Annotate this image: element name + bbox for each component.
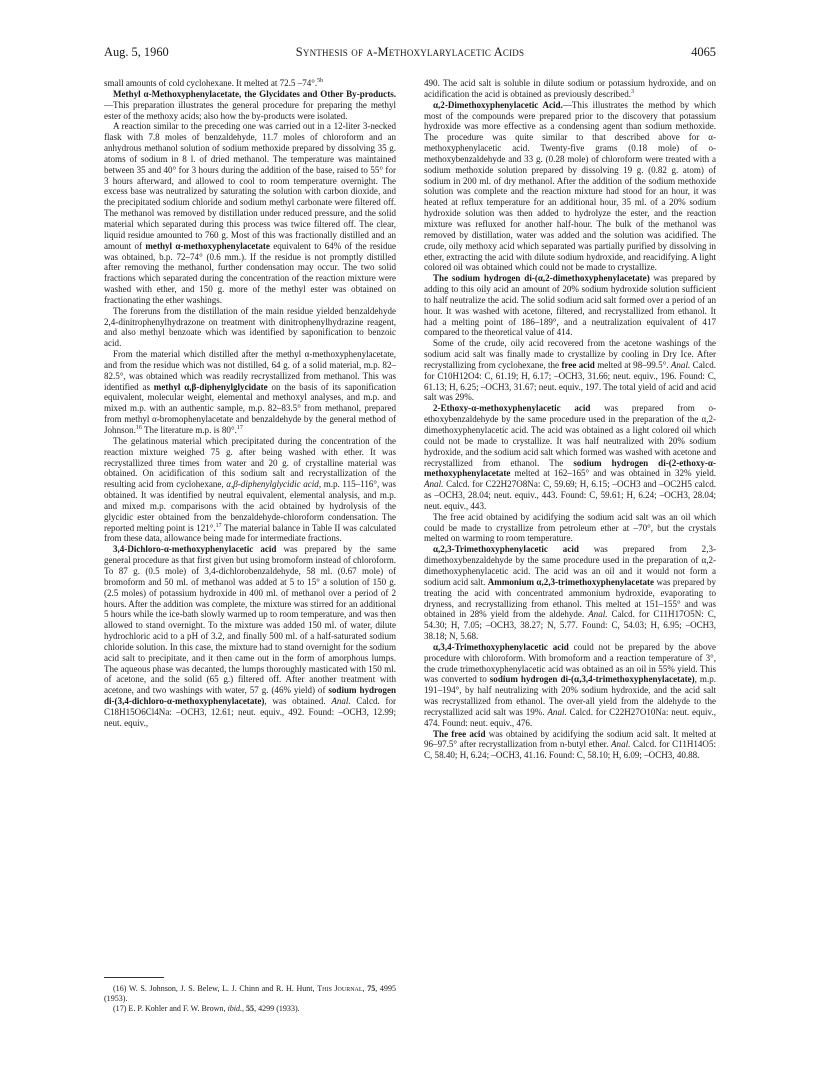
reference-marker: 16 bbox=[135, 424, 142, 431]
text-run: The free acid bbox=[433, 728, 486, 739]
footnote-divider bbox=[104, 977, 164, 978]
text-run: Calcd. for C18H15O6Cl4Na: –OCH3, 12.61; neut. equiv., 492. Found: –OCH3, 12.99; neut. equiv., bbox=[104, 696, 397, 728]
text-run: equivalent to 64% of the residue was obtained, b.p. 72–74° (0.6 mm.). If the residue is not promptly distilled after removing the methanol, further condensation may occur. The two solid fractions which separated during the concentration of the reaction mixture were washed with ether, and 150 g. more of the methyl ester was obtained on fractionating the ether washings. bbox=[104, 240, 397, 305]
text-run: This Journal bbox=[317, 984, 363, 993]
text-run: was prepared by adding to this oily acid an amount of 20% sodium hydroxide solution sufficient to half neutralize the acid. The solid sodium acid salt formed over a period of an hour. It was washed with acetone, filtered, and recrystallized from ethanol. It had a melting point of 186–189°, and a neutralization equivalent of 417 compared to the theoretical value of 414. bbox=[424, 273, 717, 338]
text-run: Calcd. for C11H14O5: C, 58.40; H, 6.24; –OCH3, 41.16. Found: C, 58.10; H, 6.09; –OCH3, 40.88. bbox=[424, 739, 716, 761]
text-run: on the basis of its saponification equivalent, molecular weight, elemental and methoxyl analyses, and m.p. and mixed m.p. with an authentic sample, m.p. 82–83.5° from methanol, prepared from methyl α-bromophenylacetate and benzaldehyde by the general method of Johnson. bbox=[104, 381, 396, 435]
paragraph bbox=[424, 100, 716, 274]
text-run: The free acid obtained by acidifying the sodium acid salt was an oil which could be made to crystallize from petroleum ether at –70°, but the crystals melted on warming to room temperature. bbox=[424, 511, 716, 544]
text-run: was prepared from 2,3-dimethoxybenzaldehyde by the same procedure used in the preparation of α,2-dimethoxyphenylacetic acid. The acid was an oil and it would not form a sodium acid salt. bbox=[424, 544, 716, 587]
text-run: , 4299 (1933). bbox=[254, 1004, 300, 1014]
paragraph bbox=[104, 544, 396, 728]
text-run: ibid. bbox=[227, 1004, 242, 1014]
text-run: free acid bbox=[561, 359, 595, 370]
paragraph bbox=[424, 338, 716, 403]
text-run: 3,4-Dichloro-α-methoxyphenylacetic acid bbox=[113, 544, 277, 555]
text-run: α,β-diphenylglycidic acid bbox=[226, 479, 319, 490]
text-run: α,2-Dimethoxyphenylacetic Acid. bbox=[433, 99, 563, 110]
text-run: methyl α-methoxyphenylacetate bbox=[145, 240, 270, 251]
text-run: α,2,3-Trimethoxyphenylacetic acid bbox=[433, 544, 579, 555]
text-run: sodium hydrogen di-(2-ethoxy-α-methoxyphenylacetate bbox=[424, 457, 716, 479]
text-run: Anal. bbox=[611, 739, 631, 750]
paragraph bbox=[104, 306, 396, 349]
text-run: , bbox=[362, 984, 368, 993]
paragraph bbox=[424, 403, 716, 511]
paragraph bbox=[424, 642, 716, 729]
text-run: Calcd. for C22H27O8Na: C, 59.69; H, 6.15; –OCH3 and –OC2H5 calcd. as –OCH3, 28.04; neut. equiv., 443. Found: C, 59.61; H, 6.24; –OCH3, 28.04; neut. equiv., 443. bbox=[424, 479, 716, 511]
footnotes bbox=[104, 984, 396, 1015]
text-run: Calcd. for C22H27O10Na: neut. equiv., 474. Found: neut. equiv., 476. bbox=[424, 706, 716, 728]
left-text-column bbox=[104, 78, 396, 729]
running-title: Synthesis of α-Methoxylarylacetic Acids bbox=[295, 45, 525, 59]
text-run: 55 bbox=[246, 1004, 255, 1014]
paragraph bbox=[424, 544, 716, 642]
text-run: melted at 98–99.5°. bbox=[594, 359, 671, 370]
text-run: 2-Ethoxy-α-methoxyphenylacetic acid bbox=[433, 403, 591, 414]
reference-marker: 17 bbox=[236, 424, 243, 431]
text-run: Calcd. for C11H17O5N: C, 54.30; H, 7.05; –OCH3, 38.27; N, 5.77. Found: C, 54.03; H, 6.95; –OCH3, 38.18; N, 5.68. bbox=[424, 609, 717, 642]
paragraph bbox=[424, 729, 716, 762]
text-run: The literature m.p. is 80°. bbox=[141, 425, 237, 435]
paragraph bbox=[104, 436, 396, 544]
text-run: Some of the crude, oily acid recovered from the acetone washings of the sodium acid salt was finally made to crystallize by cooling in Dry Ice. After recrystallizing from cyclohexane, the bbox=[424, 338, 716, 370]
text-run: Ammonium α,2,3-trimethoxyphenylacetate bbox=[487, 576, 655, 587]
running-head bbox=[104, 44, 716, 60]
text-run: From the material which distilled after the methyl α-methoxyphenylacetate, and from the residue which was not distilled, 64 g. of a solid material, m.p. 82–82.5°, was obtained which was readily recrystallized from methanol. This was identified as bbox=[104, 349, 396, 392]
text-run: , m.p. 115–116°, was obtained. It was identified by neutral equivalent, elemental analysis, and m.p. and mixed m.p. comparisons with the acid obtained by hydrolysis of the glycidic ester obtained from the benzaldehyde-chloroform condensation. The reported melting point is 121°. bbox=[104, 479, 396, 533]
reference-marker: 17 bbox=[215, 522, 222, 529]
paragraph bbox=[104, 349, 396, 436]
text-run: was prepared by treating the acid with concentrated ammonium hydroxide, evaporating to dryness, and recrystallizing from ethanol. This melted at 151–155° and was obtained in 28% yield from the aldehyde. bbox=[424, 576, 717, 620]
paragraph bbox=[424, 512, 716, 545]
text-run: (16) W. S. Johnson, J. S. Belew, L. J. Chinn and R. H. Hunt, bbox=[113, 984, 318, 993]
text-run: The foreruns from the distillation of the main residue yielded benzaldehyde 2,4-dinitrophenylhydrazone on treatment with dinitrophenylhydrazine reagent, and also methyl benzoate which was identified by saponification to benzoic acid. bbox=[104, 305, 396, 349]
text-run: was prepared by the same general procedure as that first given but using bromoform instead of chloroform. To 87 g. (0.5 mole) of 3,4-dichlorobenzaldehyde, 58 ml. (0.67 mole) of bromoform and 50 ml. of methanol was added at 5 to 15° a solution of 150 g. (2.5 moles) of potassium hydroxide in 400 ml. of methanol over a period of 2 hours. After the addition was complete, the mixture was stirred for an additional 5 hours while the ice-bath slowly warmed up to room temperature, and was then allowed to stand overnight. To the mixture was added 150 ml. of water, dilute hydrochloric acid to a pH of 3.2, and finally 500 ml. of a half-saturated sodium chloride solution. In this case, the mixture had to stand overnight for the sodium acid salt to precipitate, and it then came out in the form of amorphous lumps. The aqueous phase was decanted, the lumps thoroughly masticated with 150 ml. of acetone, and the solid (65 g.) filtered off. After another treatment with acetone, and two washings with water, 57 g. (46% yield) of bbox=[104, 544, 396, 696]
text-run: The gelatinous material which precipitated during the concentration of the reaction mixture weighed 75 g. after being washed with ether. It was recrystallized three times from water and 20 g. of crystalline material was obtained. On acidification of this sodium salt and recrystallization of the resulting acid from cyclohexane, bbox=[104, 435, 396, 490]
reference-marker: 5b bbox=[317, 77, 324, 84]
text-run: small amounts of cold cyclohexane. It melted at 72.5 –74°. bbox=[104, 78, 318, 88]
text-run: , was obtained. bbox=[264, 696, 332, 707]
text-run: 75 bbox=[367, 984, 376, 993]
text-run: sodium hydrogen di-(α,3,4-trimethoxyphenylacetate) bbox=[489, 674, 695, 685]
text-run: (17) E. P. Kohler and F. W. Brown, bbox=[113, 1004, 228, 1014]
text-run: , bbox=[242, 1004, 247, 1014]
text-run: The material balance in Table II was calculated from these data, allowance being made for intermediate fractions. bbox=[104, 522, 396, 544]
text-run: methyl α,β-diphenylglycidate bbox=[153, 381, 268, 392]
text-run: α,3,4-Trimethoxyphenylacetic acid bbox=[433, 641, 569, 652]
text-run: , 4995 (1953). bbox=[104, 984, 397, 1004]
text-run: Methyl α-Methoxyphenylacetate, the Glycidates and Other By-products. bbox=[113, 88, 396, 99]
page-number: 4065 bbox=[691, 45, 716, 59]
text-run: was prepared from o-ethoxybenzaldehyde by the same procedure used in the preparation of the α,2-dimethoxyphenylacetic acid. The acid was obtained as a light colored oil which could not be made to crystallize. It was half neutralized with 20% sodium hydroxide, and the sodium acid salt which formed was washed with acetone and recrystallized from ethanol. The bbox=[424, 403, 716, 468]
text-run: , m.p. 191–194°, by half neutralizing with 20% sodium hydroxide, and the acid salt was recrystallized from ethanol. The over-all yield from the aldehyde to the recrystallized acid salt was 19%. bbox=[424, 674, 717, 717]
right-text-column bbox=[424, 78, 716, 761]
footnote bbox=[104, 984, 396, 1004]
paragraph bbox=[424, 273, 716, 338]
text-run: Anal. bbox=[424, 479, 444, 490]
reference-marker: 3 bbox=[631, 88, 635, 95]
footnote bbox=[104, 1004, 396, 1014]
text-run: —This illustrates the method by which most of the compounds were prepared prior to the discovery that potassium hydroxide was more effective as a condensing agent than sodium methoxide. The procedure was quite similar to that described above for α-methoxyphenylacetic acid. Twenty-five grams (0.18 mole) of o-methoxybenzaldehyde and 33 g. (0.28 mole) of chloroform were treated with a sodium methoxide solution prepared by dissolving 19 g. (0.82 g. atom) of sodium in 200 ml. of dry methanol. After the addition of the sodium methoxide solution was complete and the reaction mixture had stood for an hour, it was heated at reflux temperature for an additional hour, 35 ml. of a 20% sodium hydroxide solution was then added to hydrolyze the ester, and the reaction mixture was refluxed for another half-hour. The bulk of the methanol was removed by distillation, water was added and the solution was acidified. The crude, oily methoxy acid which separated was partially purified by dissolving in ether, extracting the acid with dilute sodium hydroxide, and reacidifying. A light colored oil was obtained which could not be made to crystallize. bbox=[424, 99, 716, 273]
paragraph bbox=[104, 89, 396, 122]
text-run: A reaction similar to the preceding one was carried out in a 12-liter 3-necked flask with 7.8 moles of benzaldehyde, 11.7 moles of chloroform and an anhydrous methanol solution of sodium methoxide prepared by dissolving 35 g. atoms of sodium in 8 l. of dried methanol. The temperature was maintained between 35 and 40° for 3 hours during the addition of the base, raised to 55° for 3 hours afterward, and allowed to cool to room temperature overnight. The excess base was neutralized by saturating the solution with carbon dioxide, and the precipitated sodium chloride and sodium methyl carbonate were filtered off. The methanol was removed by distillation under reduced pressure, and the solid material which separated during this process was twice filtered off. The clear, liquid residue amounted to 760 g. Most of this was fractionally distilled and an amount of bbox=[104, 121, 396, 251]
text-run: Anal. bbox=[331, 696, 351, 707]
text-run: The sodium hydrogen di-(α,2-dimethoxyphenylacetate) bbox=[433, 273, 650, 284]
text-run: was obtained by acidifying the sodium acid salt. It melted at 96–97.5° after recrystallization from n-butyl ether. bbox=[424, 728, 716, 750]
paragraph bbox=[104, 121, 396, 305]
text-run: could not be prepared by the above procedure with chloroform. With bromoform and a reaction temperature of 3°, the crude trimethoxyphenylacetic acid was obtained as an oil in 55% yield. This was converted to bbox=[424, 641, 717, 685]
issue-date: Aug. 5, 1960 bbox=[104, 45, 169, 59]
text-run: Calcd. for C10H12O4: C, 61.19; H, 6.17; –OCH3, 31.66; neut. equiv., 196. Found: C, 61.13; H, 6.25; –OCH3, 31.67; neut. equiv., 197. The total yield of acid and acid salt was 29%. bbox=[424, 359, 716, 403]
text-run: Anal. bbox=[547, 706, 567, 717]
text-run: Anal. bbox=[670, 359, 691, 370]
text-run: Anal. bbox=[588, 609, 608, 620]
text-run: 490. The acid salt is soluble in dilute sodium or potassium hydroxide, and on acidification the acid is obtained as previously described. bbox=[424, 78, 716, 99]
paragraph bbox=[424, 78, 716, 100]
paragraph bbox=[104, 78, 396, 89]
text-run: melted at 162–165° and was obtained in 32% yield. bbox=[510, 468, 716, 479]
text-run: —This preparation illustrates the general procedure for preparing the methyl ester of the methoxy acids; also how the by-products were isolated. bbox=[104, 99, 396, 121]
text-run: sodium hydrogen di-(3,4-dichloro-α-methoxyphenylacetate) bbox=[104, 685, 396, 707]
